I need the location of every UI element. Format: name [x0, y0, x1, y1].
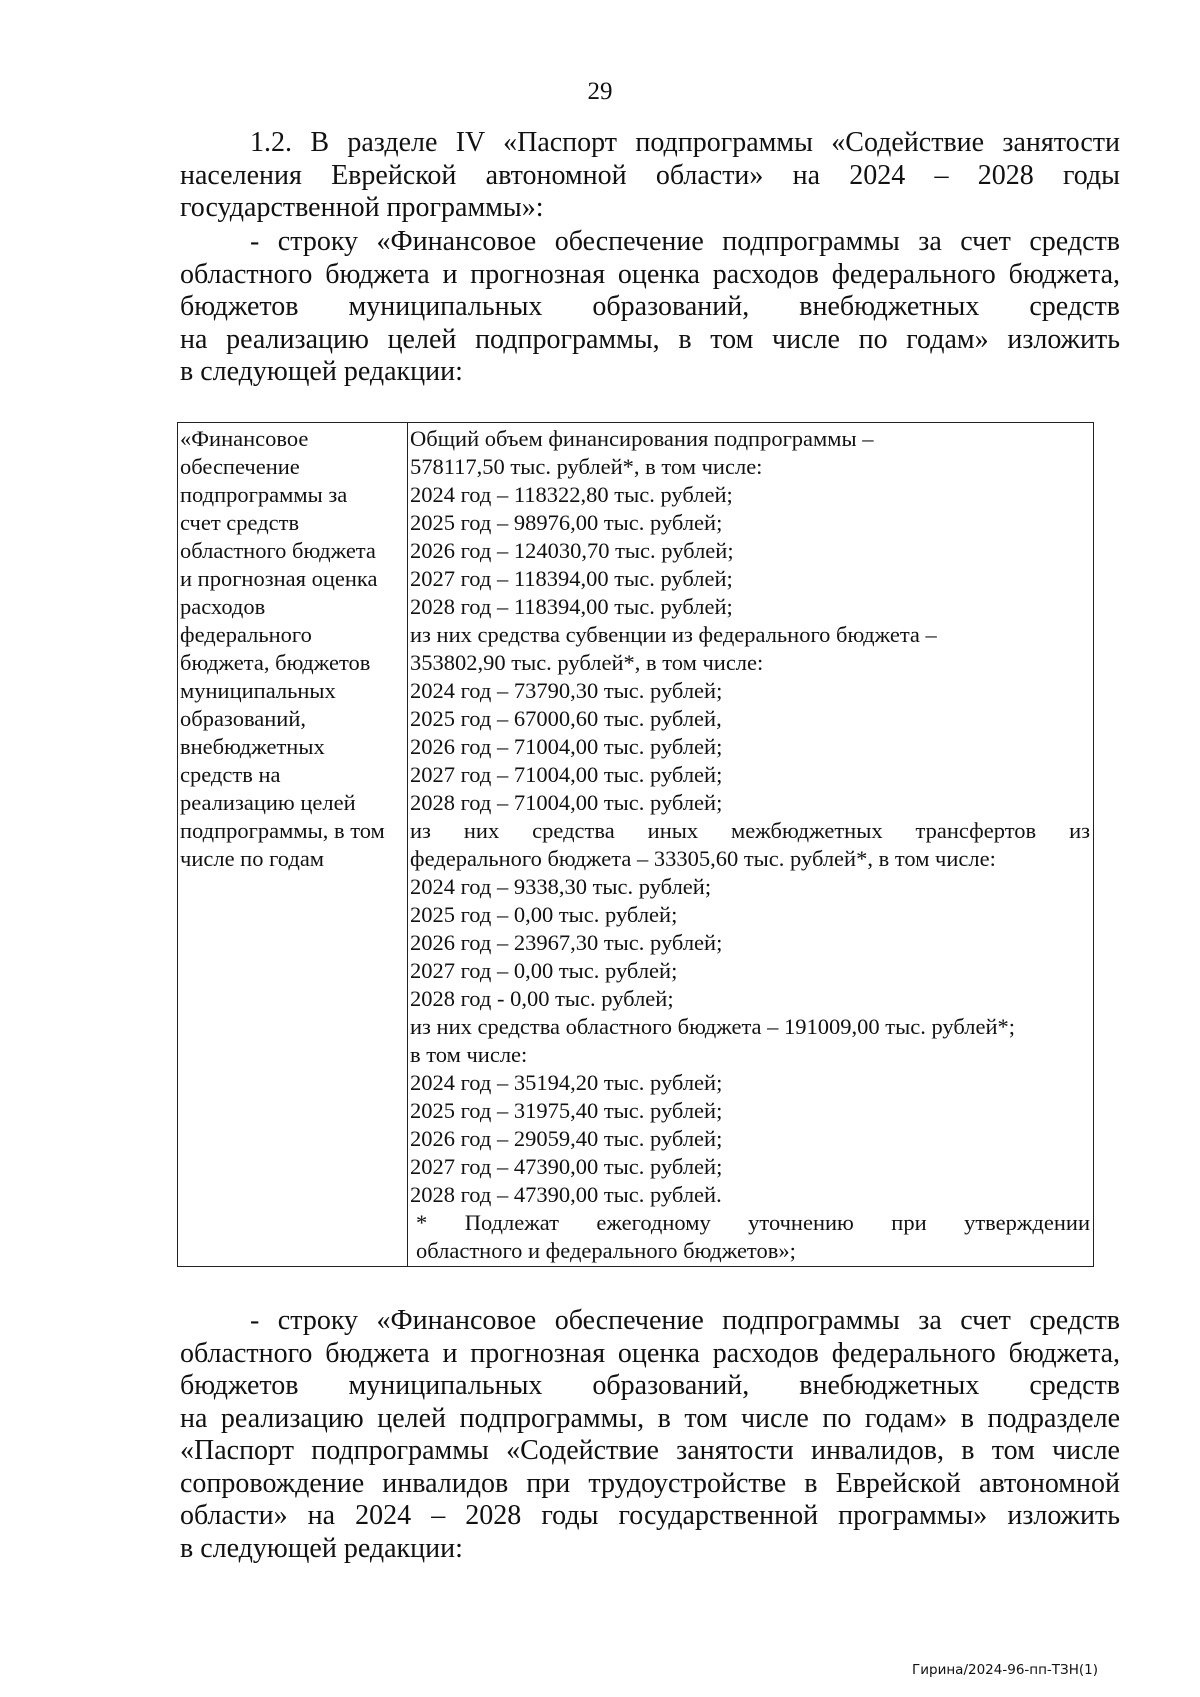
intro-line: населения Еврейской автономной области» на 2024 – 2028 годы: [180, 159, 1120, 191]
table-cell-label: [178, 423, 408, 1267]
table-row: [178, 423, 1094, 1267]
value-line: 2026 год – 29059,40 тыс. рублей;: [410, 1126, 723, 1151]
item1-paragraph: [180, 226, 1120, 389]
label-line: федерального: [180, 622, 312, 647]
label-line: внебюджетных: [180, 734, 325, 759]
item2-line: «Паспорт подпрограммы «Содействие занятости инвалидов, в том числе: [180, 1435, 1120, 1466]
value-line: из них средства областного бюджета – 191009,00 тыс. рублей*;: [410, 1014, 1016, 1039]
label-line: образований,: [180, 706, 307, 731]
label-line: подпрограммы за: [180, 482, 348, 507]
value-line: 2027 год – 0,00 тыс. рублей;: [410, 958, 678, 983]
item2-line: области» на 2024 – 2028 годы государственной программы» изложить: [180, 1500, 1120, 1531]
item2-line: бюджетов муниципальных образований, внебюджетных средств: [180, 1370, 1120, 1401]
label-line: расходов: [180, 594, 266, 619]
value-line: из них средства субвенции из федерального бюджета –: [410, 622, 937, 647]
item2-line: в следующей редакции:: [180, 1532, 463, 1564]
label-line: средств на: [180, 762, 281, 787]
value-line: 578117,50 тыс. рублей*, в том числе:: [410, 454, 763, 479]
value-line: Общий объем финансирования подпрограммы –: [410, 426, 874, 451]
item2-line: сопровождение инвалидов при трудоустройстве в Еврейской автономной: [180, 1467, 1120, 1499]
value-line: 2025 год – 31975,40 тыс. рублей;: [410, 1098, 723, 1123]
item1-line: - строку «Финансовое обеспечение подпрограммы за счет средств: [250, 226, 1120, 257]
label-line: бюджета, бюджетов: [180, 650, 371, 675]
value-line: 2028 год - 0,00 тыс. рублей;: [410, 986, 674, 1011]
label-line: реализацию целей: [180, 790, 356, 815]
value-line: 2024 год – 9338,30 тыс. рублей;: [410, 874, 712, 899]
value-line: 2028 год – 118394,00 тыс. рублей;: [410, 594, 733, 619]
value-line: федерального бюджета – 33305,60 тыс. рублей*, в том числе:: [410, 846, 996, 871]
value-line: 2027 год – 71004,00 тыс. рублей;: [410, 762, 723, 787]
value-line: 2024 год – 118322,80 тыс. рублей;: [410, 482, 733, 507]
value-line: в том числе:: [410, 1042, 528, 1067]
value-line: 2025 год – 0,00 тыс. рублей;: [410, 902, 678, 927]
value-line: 2024 год – 73790,30 тыс. рублей;: [410, 678, 723, 703]
label-line: подпрограммы, в том: [180, 818, 385, 843]
intro-line: государственной программы»:: [180, 192, 544, 223]
financing-table: [177, 422, 1094, 1267]
item2-line: на реализацию целей подпрограммы, в том числе по годам» в подразделе: [180, 1402, 1120, 1434]
value-line: 2025 год – 98976,00 тыс. рублей;: [410, 510, 723, 535]
value-line: 2028 год – 71004,00 тыс. рублей;: [410, 790, 723, 815]
item2-paragraph: [180, 1305, 1120, 1565]
item2-line: областного бюджета и прогнозная оценка расходов федерального бюджета,: [180, 1337, 1120, 1369]
page-number: 29: [587, 78, 613, 105]
value-line: 2027 год – 118394,00 тыс. рублей;: [410, 566, 733, 591]
value-line: из них средства иных межбюджетных трансфертов из: [410, 818, 1090, 843]
footnote-line: областного и федерального бюджетов»;: [416, 1238, 796, 1263]
value-line: 2026 год – 23967,30 тыс. рублей;: [410, 930, 723, 955]
item1-line: бюджетов муниципальных образований, внебюджетных средств: [180, 291, 1120, 322]
value-line: 353802,90 тыс. рублей*, в том числе:: [410, 650, 764, 675]
table-cell-value: [408, 423, 1094, 1267]
value-line: 2026 год – 124030,70 тыс. рублей;: [410, 538, 734, 563]
intro-paragraph: [180, 127, 1120, 225]
value-line: 2026 год – 71004,00 тыс. рублей;: [410, 734, 723, 759]
label-line: обеспечение: [180, 454, 300, 479]
label-line: счет средств: [180, 510, 300, 535]
intro-line: 1.2. В разделе IV «Паспорт подпрограммы «Содействие занятости: [250, 127, 1120, 158]
footnote-line: * Подлежат ежегодному уточнению при утверждении: [416, 1210, 1090, 1235]
label-line: областного бюджета: [180, 538, 376, 563]
label-line: числе по годам: [180, 846, 325, 871]
document-code: Гирина/2024-96-пп-ТЗН(1): [912, 1662, 1098, 1678]
value-line: 2028 год – 47390,00 тыс. рублей.: [410, 1182, 722, 1207]
value-line: 2025 год – 67000,60 тыс. рублей,: [410, 706, 722, 731]
value-line: 2024 год – 35194,20 тыс. рублей;: [410, 1070, 723, 1095]
item1-line: на реализацию целей подпрограммы, в том числе по годам» изложить: [180, 323, 1120, 355]
value-line: 2027 год – 47390,00 тыс. рублей;: [410, 1154, 723, 1179]
item1-line: областного бюджета и прогнозная оценка расходов федерального бюджета,: [180, 258, 1120, 290]
label-line: и прогнозная оценка: [180, 566, 378, 591]
label-line: муниципальных: [180, 678, 336, 703]
item1-line: в следующей редакции:: [180, 356, 463, 387]
label-line: «Финансовое: [180, 426, 309, 451]
item2-line: - строку «Финансовое обеспечение подпрограммы за счет средств: [250, 1305, 1120, 1336]
